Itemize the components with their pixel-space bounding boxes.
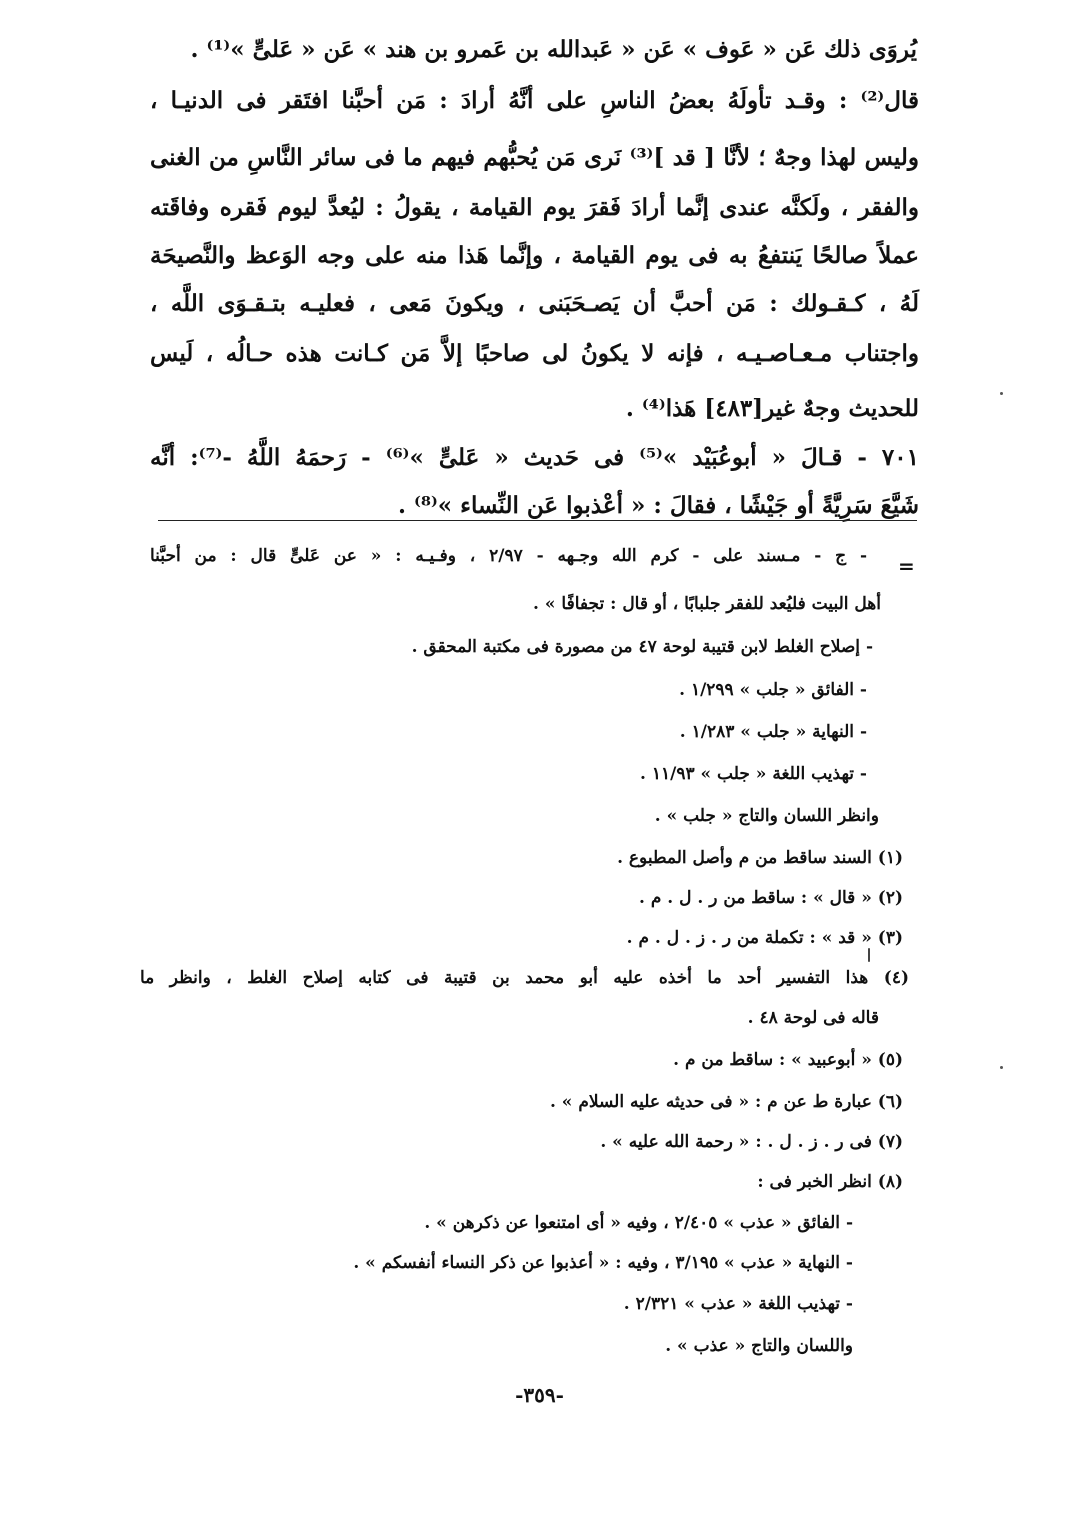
footnote-8-ref-2: - النهاية « عذب » ٣/١٩٥ ، وفيه : « أعذبوا عن ذكر النساء أنفسكم » . — [353, 1253, 853, 1273]
page-number: -٣٥٩- — [515, 1383, 564, 1407]
main-line-10: شَيَّعَ سَرِيَّةً أو جَيْشًا ، فقالَ : « أعْذبوا عَن النِّساء »⁽⁸⁾ . — [398, 492, 919, 519]
footnote-line-2: أهل البيت فليُعد للفقر جلبابًا ، أو قال : تجفافًا » . — [533, 594, 881, 614]
main-line-6: لَهُ ، كـقـولك : مَن أحبَّ أن يَصـحَبَنى ، ويكونَ مَعى ، فعليـه بتـقـوَى اللَّه ، — [150, 290, 919, 317]
main-line-7: واجتناب مـعـاصـيـه ، فإنه لا يكونُ لى صاحبًا إلاَّ مَن كـانت هذه حـالُه ، لَيس — [150, 340, 919, 367]
footnote-line-7: وانظر اللسان والتاج « جلب » . — [654, 806, 879, 826]
footnote-5: (٥) « أبوعبيد » : ساقط من م . — [673, 1050, 903, 1070]
main-line-9: ٧٠١ - قـالَ « أبوعُبَيْد »⁽⁵⁾ فى حَديث « عَلىٍّ »⁽⁶⁾ - رَحمَهُ اللَّهُ -⁽⁷⁾: أنَّه — [150, 444, 919, 471]
main-line-8: للحديث وجهٌ غير[٤٨٣] هَذا⁽⁴⁾ . — [625, 395, 919, 422]
footnote-3: (٣) « قد » : تكملة من ر . ز . ل . م . — [626, 928, 903, 948]
section-underline — [158, 520, 917, 521]
scan-speck — [868, 948, 870, 962]
footnote-7: (٧) فى ر . ز . ل . : « رحمة الله عليه » . — [600, 1132, 903, 1152]
footnote-line-3: - إصلاح الغلط لابن قتيبة لوحة ٤٧ من مصورة فى مكتبة المحقق . — [411, 637, 873, 657]
footnote-8: (٨) انظر الخبر فى : — [757, 1172, 903, 1192]
main-line-1: يُروَى ذلك عَن « عَوف » عَن « عَبدالله بن عَمرو بن هند » عَن « عَلىٍّ »⁽¹⁾ . — [190, 36, 917, 63]
footnote-4-cont: قاله فى لوحة ٤٨ . — [747, 1008, 879, 1028]
footnote-line-1: - ج - مـسند على - كرم الله وجـهه - ٢/٩٧ ، وفـيـه : « عن عَلىٍّ قال : من أحبَّنا — [150, 546, 868, 566]
main-line-2: قال⁽²⁾ : وقـد تأولَهُ بعضُ الناسِ على أنَّهُ أرادَ : مَن أحبَّنا افتَقر فى الدنيـا ، — [150, 87, 919, 114]
footnote-1: (١) السند ساقط من م وأصل المطبوع . — [617, 848, 903, 868]
footnote-line-4: - الفائق « جلب » ١/٢٩٩ . — [679, 680, 867, 700]
footnote-6: (٦) عبارة ط عن م : « فى حديثه عليه السلام » . — [549, 1092, 903, 1112]
continuation-mark: = — [898, 554, 915, 578]
scan-speck — [1000, 392, 1003, 395]
main-line-3: وليس لهذا وجهٌ ؛ لأنَّا [ قد ]⁽³⁾ نَرى مَن يُحبُّهم فيهم ما فى سائر النَّاسِ من الغنى — [150, 144, 919, 171]
footnote-2: (٢) « قال » : ساقط من ر . ل . م . — [638, 888, 903, 908]
footnote-8-ref-4: واللسان والتاج « عذب » . — [665, 1336, 853, 1356]
footnote-8-ref-3: - تهذيب اللغة « عذب » ٢/٣٢١ . — [623, 1294, 853, 1314]
footnote-line-6: - تهذيب اللغة « جلب » ١١/٩٣ . — [640, 764, 867, 784]
footnote-8-ref-1: - الفائق « عذب » ٢/٤٠٥ ، وفيه « أى امتنعوا عن ذكرهن » . — [424, 1213, 853, 1233]
footnote-4: (٤) هذا التفسير أحد ما أخذه عليه أبو محمد بن قتيبة فى كتابه إصلاح الغلط ، وانظر ما — [140, 968, 909, 988]
scan-speck — [1000, 1066, 1003, 1069]
footnote-line-5: - النهاية « جلب » ١/٢٨٣ . — [679, 722, 867, 742]
main-line-4: والفقر ، ولَكنَّه عندى إنَّما أرادَ فَقرَ يوم القيامة ، يقولُ : ليُعدَّ ليوم فَقره وفاقَته — [150, 194, 919, 221]
main-line-5: عملاً صالحًا يَنتفعُ به فى يوم القيامة ، وإنَّما هَذا منه على وجه الوَعظ والنَّصيحَة — [150, 242, 919, 269]
